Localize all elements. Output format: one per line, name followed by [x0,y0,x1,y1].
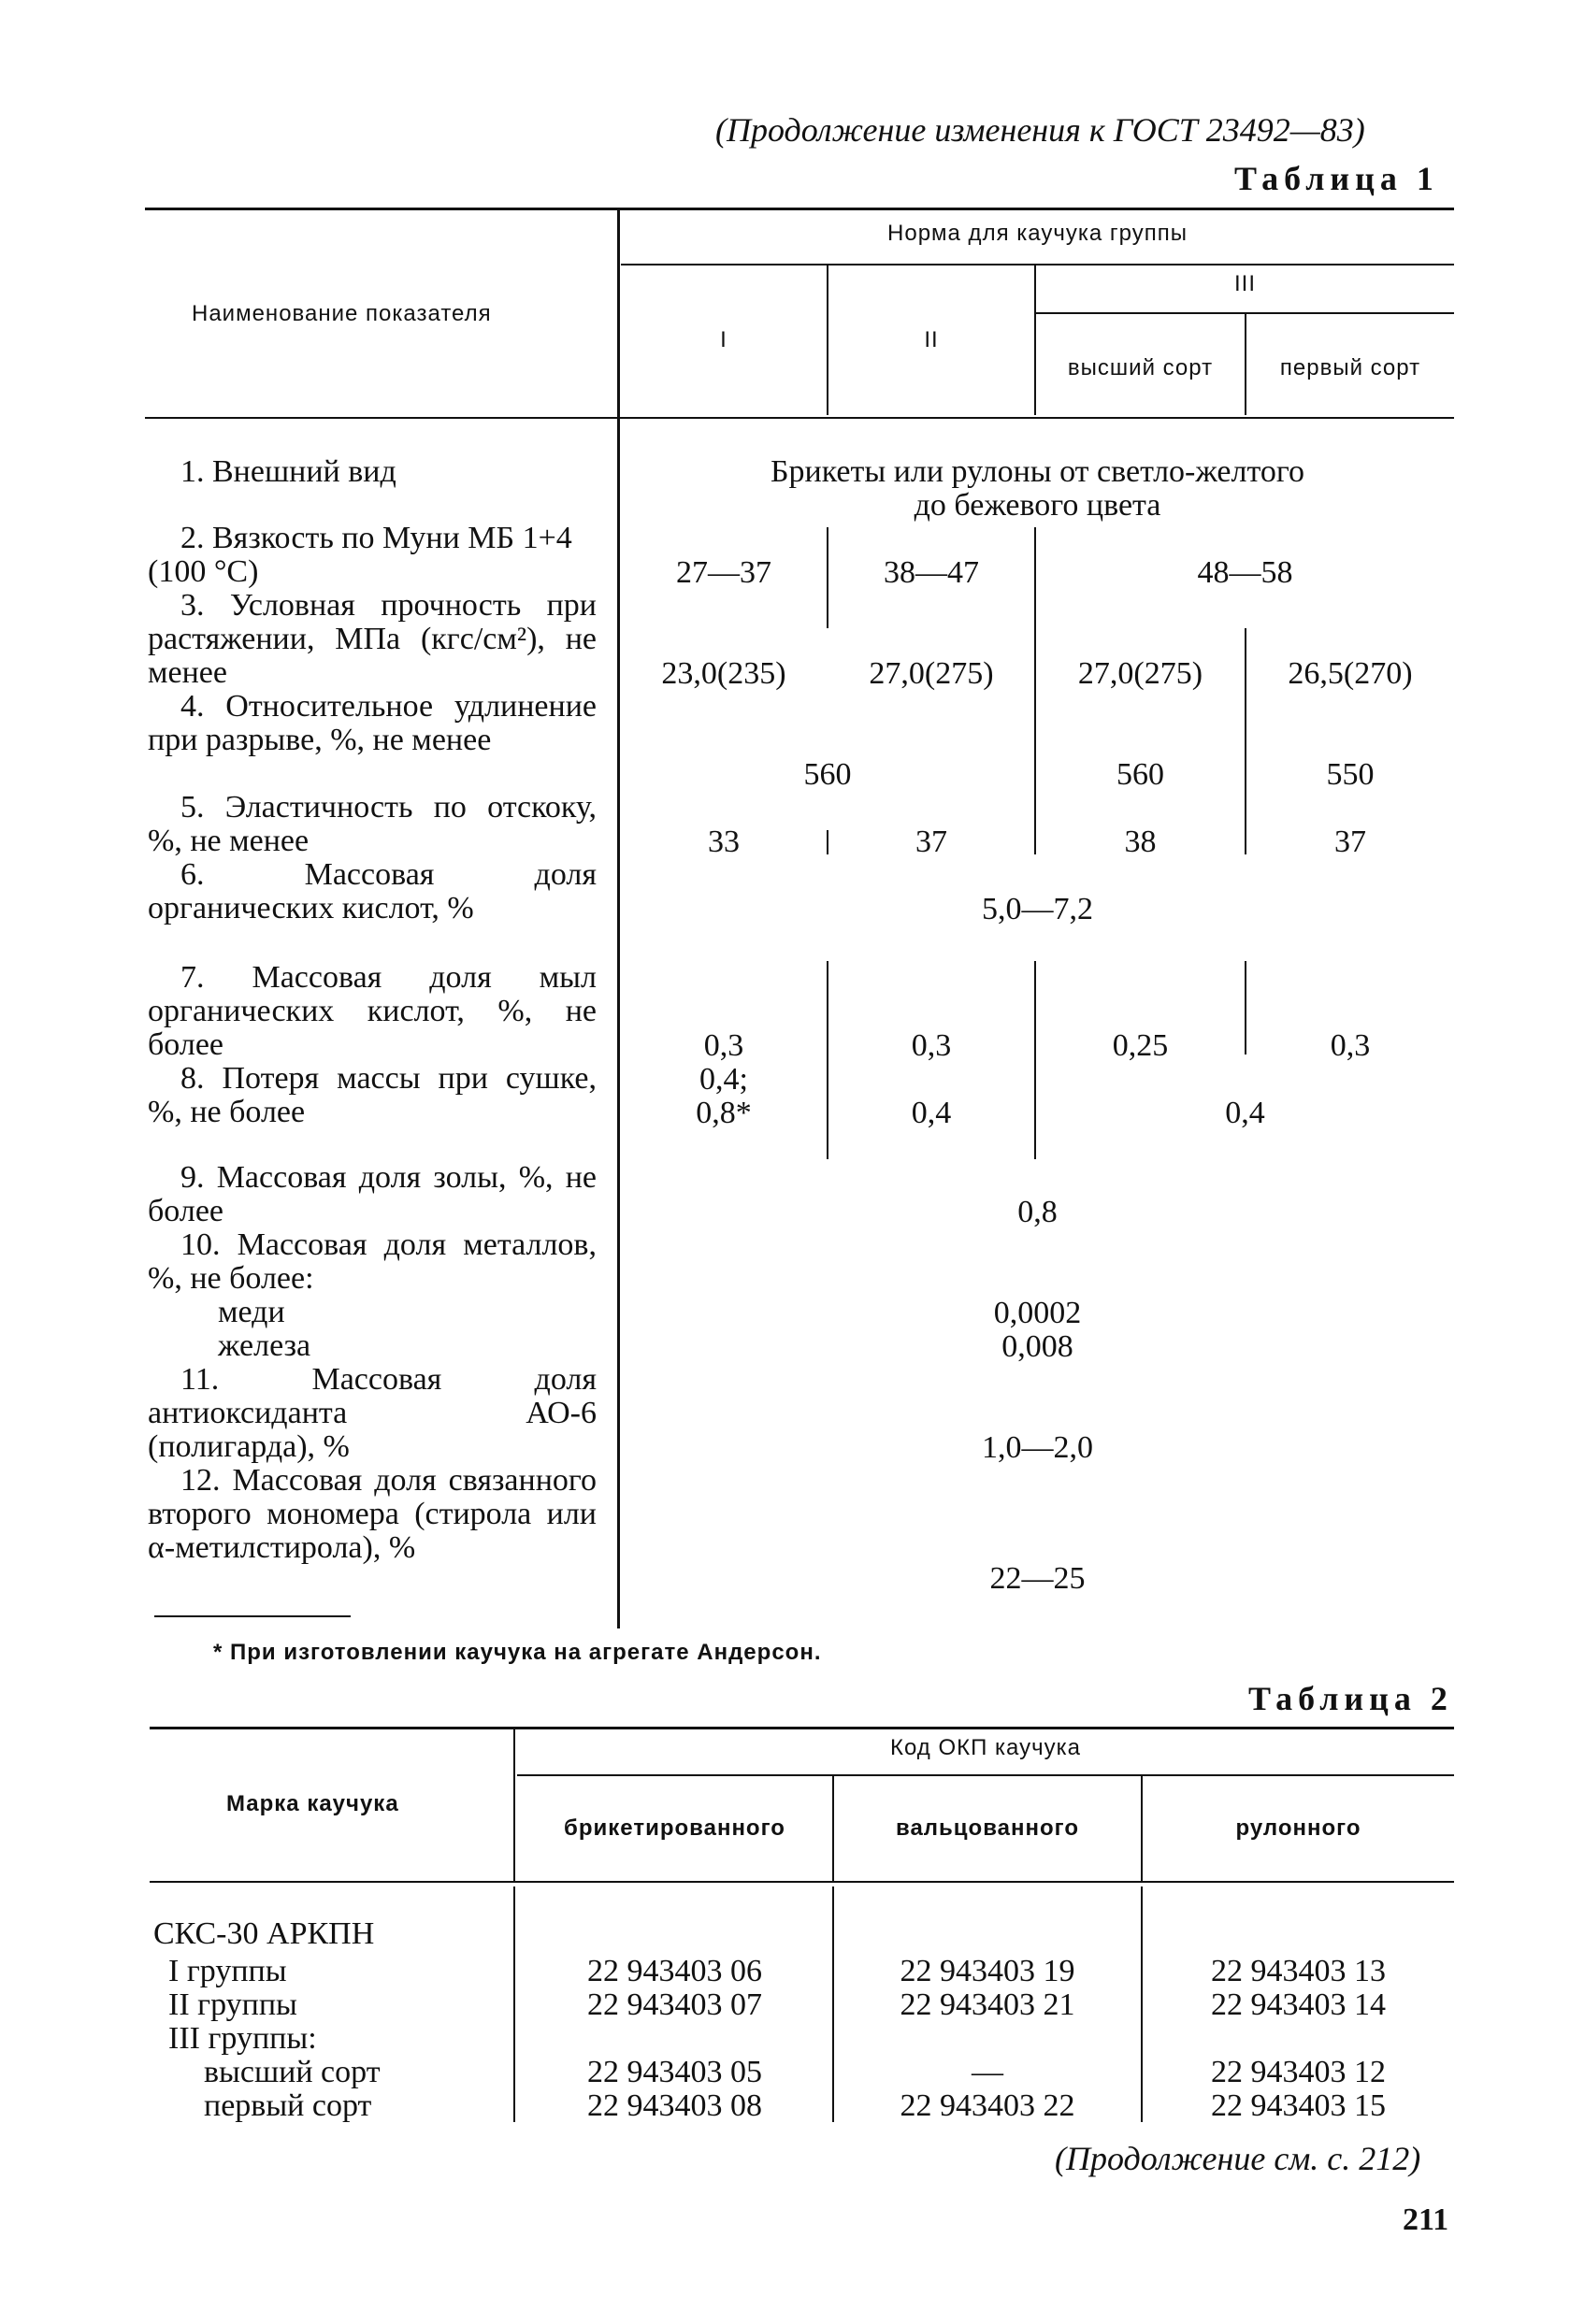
value-elongation-III-top: 560 [1116,757,1164,792]
value-acids: 5,0—7,2 [982,892,1093,926]
value-strength-III-top: 27,0(275) [1077,656,1203,691]
code-roll: 22 943403 15 [1211,2088,1386,2123]
code-briquette: 22 943403 08 [587,2088,762,2123]
value-elasticity-II: 37 [915,825,947,859]
col-indicator-header: Наименование показателя [192,301,492,326]
row-label: 6. Массовая доля органических кислот, % [148,857,597,925]
table1-footnote: * При изготовлении каучука на агрегате Андерсон. [213,1640,822,1665]
value-iron: 0,008 [1001,1329,1073,1364]
table2-divider [513,1729,515,1881]
value-appearance: Брикеты или рулоны от светло-желтого до бежевого цвета [771,454,1304,523]
code-briquette: 22 943403 06 [587,1954,762,1988]
code-roll: 22 943403 14 [1211,1987,1386,2022]
table2-header-rule [150,1881,1454,1883]
row-label: 1. Внешний вид [180,454,396,489]
row-label: 7. Массовая доля мыл органических кислот, %, не более [148,960,597,1062]
value-soaps-II: 0,3 [911,1028,952,1063]
col-code-header: Код ОКП каучука [889,1735,1082,1760]
brand-name: СКС-30 АРКПН [153,1916,375,1951]
col-rolled-header: вальцованного [896,1815,1079,1841]
row-label: 2. Вязкость по Муни МБ 1+4 (100 °С) [148,521,572,589]
value-antioxidant: 1,0—2,0 [982,1430,1093,1465]
value-drying-I-b: 0,8* [696,1096,752,1130]
value-viscosity-II: 38—47 [884,555,979,590]
code-rolled: 22 943403 19 [900,1954,1075,1988]
value-drying-I-a: 0,4; [699,1062,748,1097]
code-roll: 22 943403 12 [1211,2055,1386,2089]
value-elasticity-III-first: 37 [1334,825,1366,859]
value-drying-II: 0,4 [911,1096,952,1130]
col-brand-header: Марка каучука [226,1791,399,1816]
group-I-header: I [720,327,727,352]
grade-top-header: высший сорт [1067,355,1214,380]
value-monomer: 22—25 [989,1561,1086,1596]
code-briquette: 22 943403 05 [587,2055,762,2089]
code-briquette: 22 943403 07 [587,1987,762,2022]
row-label: 11. Массовая доля антиоксиданта АО-6 (полигарда), % [148,1362,597,1464]
group-III-header: III [1233,271,1256,296]
row-label: 5. Эластичность по отскоку, %, не менее [148,790,597,858]
table2-caption: Таблица 2 [1248,1680,1453,1717]
table2-body-rule [513,1886,515,2122]
value-drying-III: 0,4 [1225,1096,1265,1130]
table2-code-rule [517,1774,1454,1776]
col-briquette-header: брикетированного [564,1815,785,1841]
table2-row-name: высший сорт [204,2055,381,2089]
footnote-rule [154,1615,351,1617]
col-norm-header: Норма для каучука группы [887,221,1188,246]
value-copper: 0,0002 [993,1296,1082,1330]
value-viscosity-III: 48—58 [1197,555,1293,590]
value-soaps-III-first: 0,3 [1330,1028,1371,1063]
row-label: 8. Потеря массы при сушке, %, не более [148,1061,597,1129]
page-number: 211 [1403,2202,1449,2237]
row-sublabel: меди [218,1295,285,1329]
row-label: 10. Массовая доля металлов, %, не более: [148,1227,597,1296]
value-strength-III-first: 26,5(270) [1288,656,1413,691]
table2-row-name: первый сорт [204,2088,372,2123]
table2-row-name: III группы: [168,2021,317,2056]
table1-caption: Таблица 1 [1234,160,1439,197]
code-rolled: 22 943403 22 [900,2088,1075,2123]
table1-top-rule [145,208,1454,210]
continuation-header: (Продолжение изменения к ГОСТ 23492—83) [715,111,1365,149]
table2-row-name: II группы [168,1987,297,2022]
table2-top-rule [150,1727,1454,1729]
code-roll: 22 943403 13 [1211,1954,1386,1988]
col-roll-header: рулонного [1235,1815,1361,1841]
value-strength-I: 23,0(235) [661,656,786,691]
code-rolled: — [972,2055,1003,2089]
continuation-footer: (Продолжение см. с. 212) [1055,2140,1421,2177]
value-elongation-I-II: 560 [803,757,852,792]
value-elasticity-III-top: 38 [1124,825,1157,859]
value-elongation-III-first: 550 [1326,757,1375,792]
grade-first-header: первый сорт [1279,355,1421,380]
table1-norm-rule [621,264,1454,265]
code-rolled: 22 943403 21 [900,1987,1075,2022]
value-viscosity-I: 27—37 [676,555,771,590]
table1-header-rule [145,417,1454,419]
group-II-header: II [924,327,939,352]
value-strength-II: 27,0(275) [869,656,994,691]
row-label: 3. Условная прочность при растяжении, МПа (кгс/см²), не менее [148,588,597,690]
table1-divider [617,208,620,1628]
row-label: 9. Массовая доля золы, %, не более [148,1160,597,1228]
value-soaps-I: 0,3 [703,1028,744,1063]
value-elasticity-I: 33 [708,825,740,859]
table2-row-name: I группы [168,1954,287,1988]
row-label: 4. Относительное удлинение при разрыве, %, не менее [148,689,597,757]
row-label: 12. Массовая доля связанного второго мономера (стирола или α-метилстирола), % [148,1463,597,1565]
value-ash: 0,8 [1017,1195,1058,1229]
value-soaps-III-top: 0,25 [1112,1028,1169,1063]
row-sublabel: железа [218,1328,311,1363]
